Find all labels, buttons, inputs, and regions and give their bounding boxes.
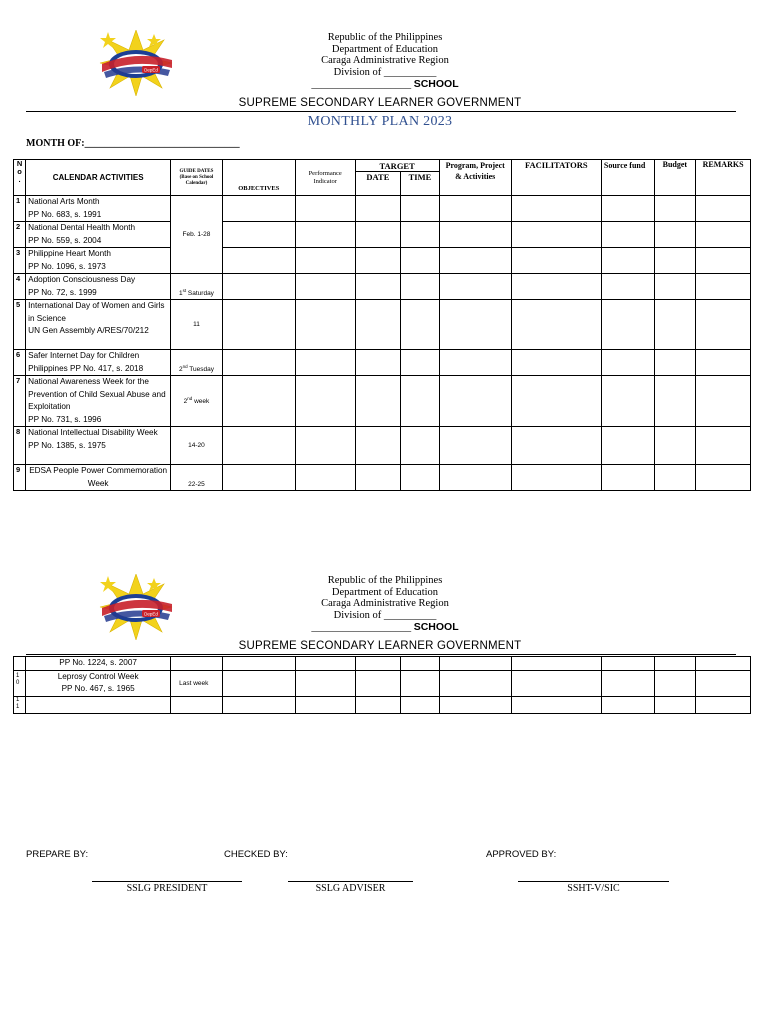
col-no: N o .	[14, 160, 26, 196]
col-facilitators: FACILITATORS	[511, 160, 601, 196]
row-number: 1 0	[14, 670, 26, 696]
table-row	[14, 274, 751, 300]
guide-date-cell: 1st Saturday	[171, 274, 223, 300]
activity-cell: Leprosy Control Week PP No. 467, s. 1965	[26, 670, 171, 696]
guide-date-cell: 2nd week	[171, 376, 223, 427]
header-division: Division of __________	[333, 609, 437, 621]
activity-cell: PP No. 1224, s. 2007	[26, 657, 171, 671]
row-number: 2	[14, 222, 26, 248]
activity-cell: National Arts Month PP No. 683, s. 1991	[26, 196, 171, 222]
guide-date-cell: 14-20	[171, 427, 223, 465]
activity-cell: Adoption Consciousness Day PP No. 72, s. 1999	[26, 274, 171, 300]
header-deped: Department of Education	[331, 43, 439, 55]
col-objectives: OBJECTIVES	[222, 160, 295, 196]
table-row	[14, 670, 751, 696]
activity-cell: National Dental Health Month PP No. 559, s. 2004	[26, 222, 171, 248]
guide-date-cell: Feb. 1-28	[171, 196, 223, 274]
approved-signature-line	[518, 881, 669, 882]
table-row	[14, 696, 751, 713]
col-target: TARGET	[355, 160, 439, 172]
header-division: Division of __________	[333, 66, 437, 78]
header-republic: Republic of the Philippines	[327, 32, 443, 43]
school-label: SCHOOL	[413, 621, 459, 633]
activity-cell: EDSA People Power Commemoration Week	[26, 465, 171, 491]
table-row	[14, 300, 751, 350]
sslg-logo	[96, 30, 176, 96]
activity-cell	[26, 696, 171, 713]
row-number: 4	[14, 274, 26, 300]
table-row	[14, 657, 751, 671]
table-row	[14, 376, 751, 427]
header-rule	[26, 654, 736, 655]
sslg-logo-page2	[96, 574, 176, 640]
row-number: 3	[14, 248, 26, 274]
prepare-by-label: PREPARE BY:	[26, 849, 89, 860]
activity-cell: Safer Internet Day for Children Philippines PP No. 417, s. 2018	[26, 350, 171, 376]
col-time: TIME	[401, 172, 440, 196]
prepare-role: SSLG PRESIDENT	[126, 883, 208, 894]
guide-date-cell: Last week	[171, 670, 223, 696]
col-performance: Performance Indicator	[295, 160, 355, 196]
approved-role: SSHT-V/SIC	[567, 883, 620, 894]
table-row	[14, 465, 751, 491]
checked-by-label: CHECKED BY:	[224, 849, 288, 860]
logo-badge-text: DepEd	[144, 611, 158, 617]
prepare-signature-line	[92, 881, 242, 882]
activity-cell: National Intellectual Disability Week PP No. 1385, s. 1975	[26, 427, 171, 465]
row-number: 6	[14, 350, 26, 376]
table-row	[14, 222, 751, 248]
guide-date-cell	[171, 657, 223, 671]
activity-cell: National Awareness Week for the Prevention of Child Sexual Abuse and Exploitation PP No. 731, s. 1996	[26, 376, 171, 427]
checked-role: SSLG ADVISER	[315, 883, 386, 894]
guide-date-cell	[171, 696, 223, 713]
row-number: 7	[14, 376, 26, 427]
guide-date-cell: 11	[171, 300, 223, 350]
monthly-plan-table	[13, 159, 751, 491]
table-row	[14, 350, 751, 376]
col-budget: Budget	[654, 160, 696, 196]
org-name: SUPREME SECONDARY LEARNER GOVERNMENT	[238, 640, 522, 652]
header-deped: Department of Education	[331, 586, 439, 598]
logo-badge-text: DepEd	[144, 67, 158, 73]
header-region: Caraga Administrative Region	[321, 598, 449, 609]
row-number	[14, 657, 26, 671]
guide-date-cell: 22-25	[171, 465, 223, 491]
header-rule	[26, 111, 736, 112]
row-number: 9	[14, 465, 26, 491]
col-activities: CALENDAR ACTIVITIES	[26, 160, 171, 196]
activity-cell: International Day of Women and Girls in Science UN Gen Assembly A/RES/70/212	[26, 300, 171, 350]
row-number: 8	[14, 427, 26, 465]
page1-header	[250, 32, 520, 91]
checked-signature-line	[288, 881, 413, 882]
col-program: Program, Project & Activities	[439, 160, 511, 196]
org-name: SUPREME SECONDARY LEARNER GOVERNMENT	[238, 97, 522, 109]
activity-cell: Philippine Heart Month PP No. 1096, s. 1973	[26, 248, 171, 274]
page2-header	[250, 575, 520, 634]
col-date: DATE	[355, 172, 401, 196]
table-row	[14, 196, 751, 222]
row-number: 1	[14, 196, 26, 222]
header-region: Caraga Administrative Region	[321, 55, 449, 66]
table-row	[14, 427, 751, 465]
month-of-field: MONTH OF:_______________________________	[26, 138, 240, 149]
row-number: 1 1	[14, 696, 26, 713]
page-title: MONTHLY PLAN 2023	[307, 114, 453, 129]
row-number: 5	[14, 300, 26, 350]
approved-by-label: APPROVED BY:	[486, 849, 557, 860]
header-republic: Republic of the Philippines	[327, 575, 443, 586]
col-remarks: REMARKS	[696, 160, 751, 196]
school-blank: ___________________	[311, 79, 412, 90]
col-source-fund: Source fund	[601, 160, 654, 196]
col-guide-dates: GUIDE DATES (Base on School Calendar)	[171, 160, 223, 196]
school-label: SCHOOL	[413, 78, 459, 90]
table-row	[14, 248, 751, 274]
guide-date-cell: 2nd Tuesday	[171, 350, 223, 376]
monthly-plan-table-continued	[13, 656, 751, 714]
school-blank: ___________________	[311, 622, 412, 633]
